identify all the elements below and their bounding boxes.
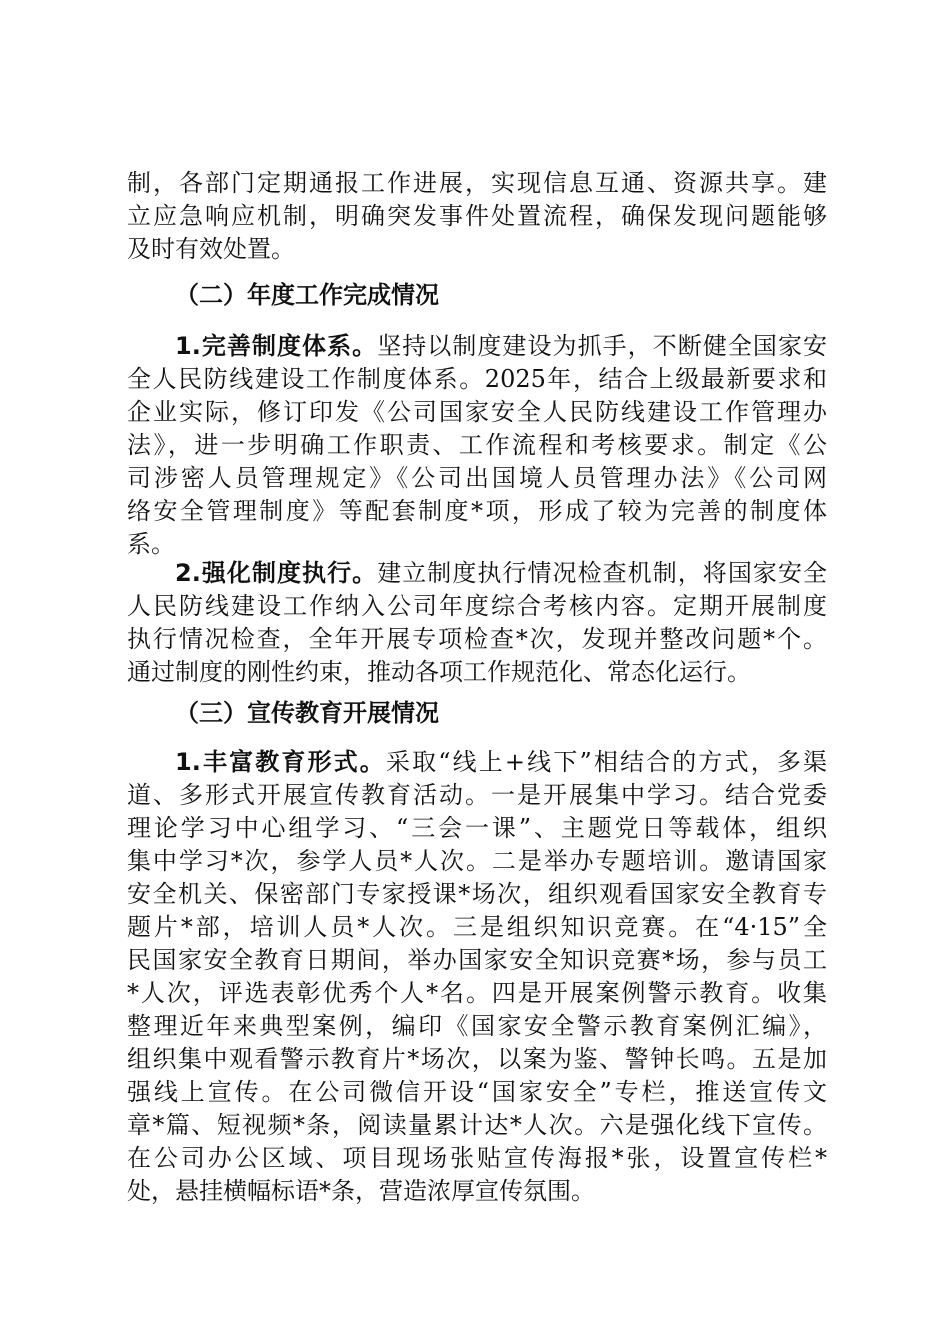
text-line: 络安全管理制度》等配套制度*项，形成了较为完善的制度体 — [127, 497, 827, 525]
text-line: 立应急响应机制，明确突发事件处置流程，确保发现问题能够 — [127, 202, 827, 230]
text-line: 题片*部，培训人员*人次。三是组织知识竞赛。在“4·15”全 — [127, 913, 827, 941]
item-lead: 1.丰富教育形式。 — [175, 748, 386, 776]
item-first-rest: 坚持以制度建设为抓手，不断健全国家安 — [377, 332, 827, 360]
text-line: 及时有效处置。 — [127, 235, 295, 263]
item-first-rest: 建立制度执行情况检查机制，将国家安全 — [377, 559, 827, 587]
text-line — [127, 330, 827, 363]
text-line: 在公司办公区域、项目现场张贴宣传海报*张，设置宣传栏* — [127, 1144, 827, 1172]
text-line: 制，各部门定期通报工作进展，实现信息互通、资源共享。建 — [127, 169, 827, 197]
text-line: 人民防线建设工作纳入公司年度综合考核内容。定期开展制度 — [127, 592, 827, 620]
paragraph-continuation — [127, 167, 827, 266]
text-line: 道、多形式开展宣传教育活动。一是开展集中学习。结合党委 — [127, 781, 827, 809]
item-first-rest: 采取“线上+线下”相结合的方式，多渠 — [385, 748, 827, 776]
text-line: 章*篇、短视频*条，阅读量累计达*人次。六是强化线下宣传。 — [127, 1111, 827, 1139]
text-line — [127, 746, 827, 779]
text-line — [127, 557, 827, 590]
text-line: 处，悬挂横幅标语*条，营造浓厚宣传氛围。 — [127, 1177, 595, 1205]
item-lead: 1.完善制度体系。 — [175, 332, 378, 360]
text-line: 组织集中观看警示教育片*场次，以案为鉴、警钟长鸣。五是加 — [127, 1045, 827, 1073]
paragraph-improve-system — [127, 330, 827, 561]
text-line: 强线上宣传。在公司微信开设“国家安全”专栏，推送宣传文 — [127, 1078, 827, 1106]
text-line: *人次，评选表彰优秀个人*名。四是开展案例警示教育。收集 — [127, 979, 827, 1007]
text-line: 执行情况检查，全年开展专项检查*次，发现并整改问题*个。 — [127, 625, 827, 653]
paragraph-education-forms — [127, 746, 827, 1208]
text-line: 民国家安全教育日期间，举办国家安全知识竞赛*场，参与员工 — [127, 946, 827, 974]
text-line: 集中学习*次，参学人员*人次。二是举办专题培训。邀请国家 — [127, 847, 827, 875]
section-heading-annual-work: （二）年度工作完成情况 — [175, 281, 439, 309]
text-line: 司涉密人员管理规定》《公司出国境人员管理办法》《公司网 — [127, 464, 827, 492]
text-line: 通过制度的刚性约束，推动各项工作规范化、常态化运行。 — [127, 658, 751, 686]
item-lead: 2.强化制度执行。 — [175, 559, 378, 587]
text-line: 系。 — [127, 530, 175, 558]
section-heading-publicity: （三）宣传教育开展情况 — [175, 699, 439, 727]
text-line: 法》，进一步明确工作职责、工作流程和考核要求。制定《公 — [127, 431, 827, 459]
text-line: 整理近年来典型案例，编印《国家安全警示教育案例汇编》， — [127, 1012, 827, 1040]
text-line: 企业实际，修订印发《公司国家安全人民防线建设工作管理办 — [127, 398, 827, 426]
text-line: 安全机关、保密部门专家授课*场次，组织观看国家安全教育专 — [127, 880, 827, 908]
paragraph-strengthen-execution — [127, 557, 827, 689]
text-line: 全人民防线建设工作制度体系。2025年，结合上级最新要求和 — [127, 365, 827, 393]
text-line: 理论学习中心组学习、“三会一课”、主题党日等载体，组织 — [127, 814, 827, 842]
